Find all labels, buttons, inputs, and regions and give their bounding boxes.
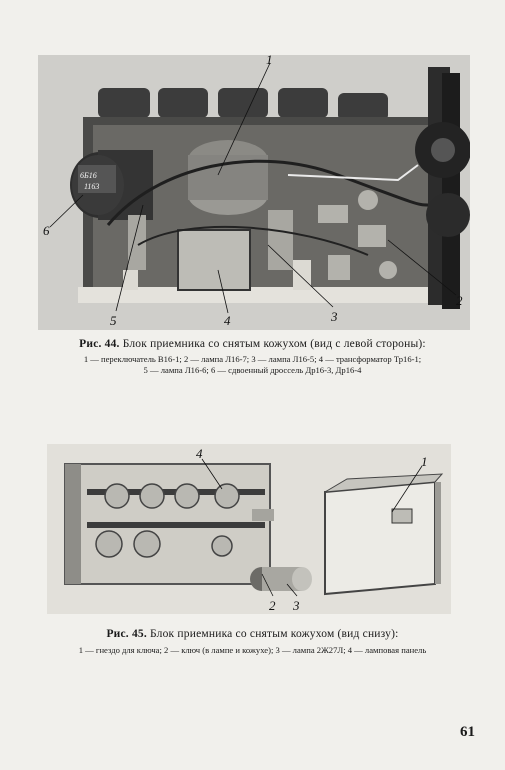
figure-44-number: Рис. 44. bbox=[79, 338, 120, 350]
figure-45-legend bbox=[12, 645, 493, 656]
figure-45-title: Блок приемника со снятым кожухом (вид снизу): bbox=[150, 628, 399, 640]
figure-45-number: Рис. 45. bbox=[106, 628, 147, 640]
figure-44-title: Блок приемника со снятым кожухом (вид с левой стороны): bbox=[122, 338, 426, 350]
callout-2: 2 bbox=[269, 598, 276, 613]
figure-44-legend-line-1: 1 — переключатель В16-1; 2 — лампа Л16-7; 3 — лампа Л16-5; 4 — трансформатор Тр16-1; bbox=[83, 354, 422, 364]
callout-4: 4 bbox=[196, 446, 203, 461]
page-number: 61 bbox=[460, 724, 475, 740]
receiver-bottom-view-illustration bbox=[47, 444, 451, 614]
figure-44-photo bbox=[38, 55, 470, 330]
callout-4: 4 bbox=[224, 313, 231, 328]
receiver-left-side-illustration bbox=[38, 55, 470, 330]
tube-marking-1: 6Б16 bbox=[80, 171, 97, 180]
callout-3: 3 bbox=[331, 309, 338, 324]
callout-5: 5 bbox=[110, 313, 117, 328]
callout-2: 2 bbox=[456, 293, 463, 308]
callout-6: 6 bbox=[43, 223, 50, 238]
figure-44-caption bbox=[0, 338, 505, 350]
callout-1: 1 bbox=[421, 454, 428, 469]
callout-3: 3 bbox=[293, 598, 300, 613]
figure-45-photo bbox=[47, 444, 451, 614]
figure-44-legend-line-2: 5 — лампа Л16-6; 6 — сдвоенный дроссель Др16-3, Др16-4 bbox=[143, 365, 362, 375]
tube-marking-2: 1163 bbox=[84, 182, 100, 191]
figure-44-legend bbox=[12, 354, 493, 376]
figure-45-legend-line-1: 1 — гнездо для ключа; 2 — ключ (в лампе и кожухе); 3 — лампа 2Ж27Л; 4 — ламповая панель bbox=[78, 645, 427, 655]
callout-1: 1 bbox=[266, 55, 273, 67]
figure-45-caption bbox=[0, 628, 505, 640]
